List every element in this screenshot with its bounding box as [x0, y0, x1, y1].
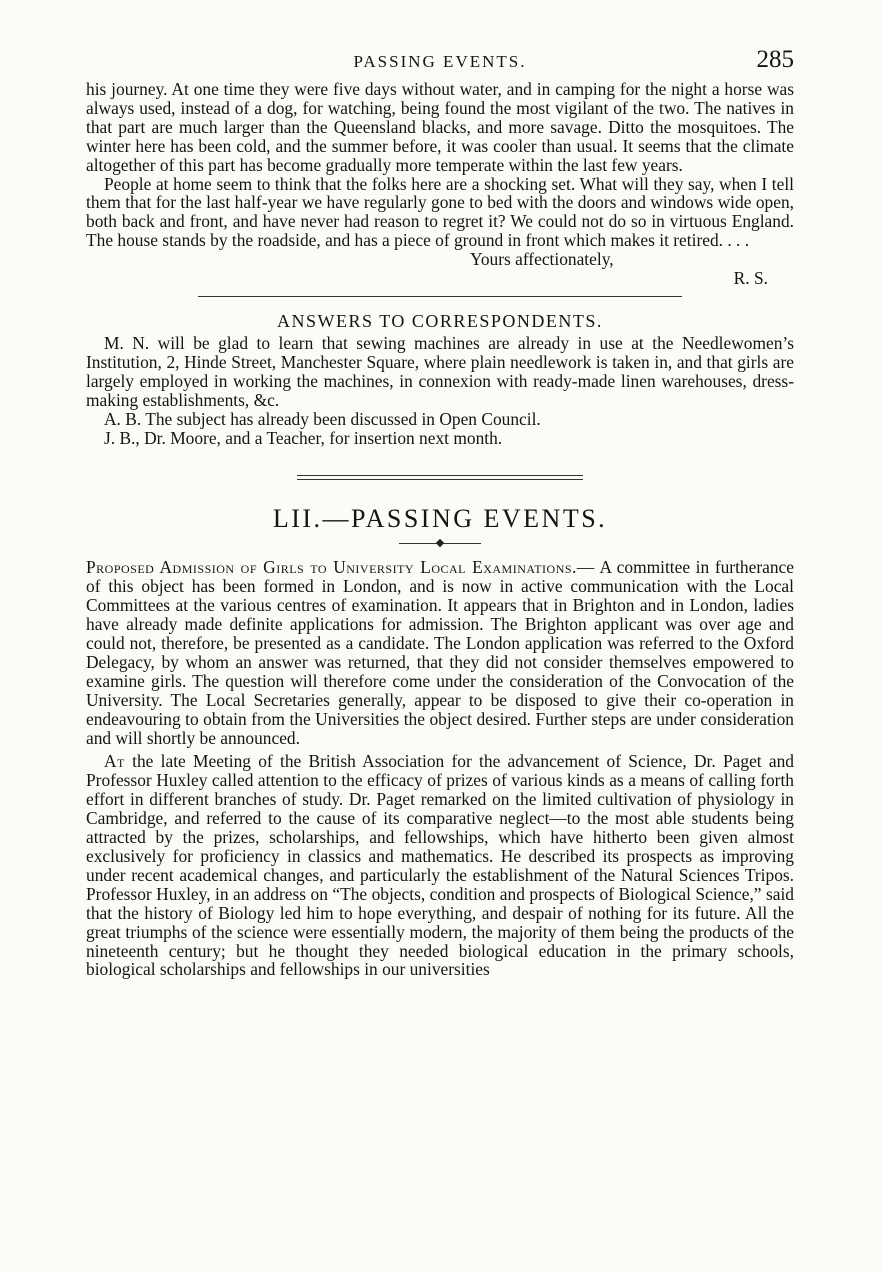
letter-paragraph: his journey. At one time they were five days without water, and in camping for the night a horse was always used, instead of a dog, for watching, being found the most vigilant of the two. The natives in that part are much larger than the Queensland blacks, and more savage. Ditto the mosquitoes. The winter here has been cold, and the summer before, it was cooler than usual. It seems that the climate altogether of this part has become gradually more temperate within the last few years.	[86, 79, 794, 175]
diamond-ornament-icon	[436, 539, 444, 547]
letter-section	[86, 80, 794, 288]
event-body: the late Meeting of the British Association for the advancement of Science, Dr. Paget and Professor Huxley called attention to the efficacy of prizes of various kinds as a means of calling forth effort in different branches of study. Dr. Paget remarked on the limited cultivation of physiology in Cambridge, and referred to the cause of its comparative neglect—to the most able students being attracted by the prizes, scholarships, and fellowships, which have hitherto been given almost exclusively for proficiency in classics and mathematics. He described its prospects as improving under recent academical changes, and particularly the establishment of the Natural Sciences Tripos. Professor Huxley, in an address on “The objects, condition and prospects of Biological Science,” said that the history of Biology led him to hope everything, and despair of nothing for its future. All the great triumphs of the science were essentially modern, the majority of them being the products of the nineteenth century; but he thought they needed biological education in the primary schools, biological scholarships and fellowships in our universities	[86, 751, 794, 980]
letter-initials: R. S.	[733, 268, 768, 289]
ornament-divider	[399, 538, 481, 548]
correspondents-heading: ANSWERS TO CORRESPONDENTS.	[277, 310, 603, 331]
correspondent-answer: A. B. The subject has already been discussed in Open Council.	[104, 408, 541, 429]
letter-signoff: Yours affectionately,	[470, 249, 614, 270]
event-lead: At	[104, 751, 125, 772]
page-number: 285	[756, 46, 794, 73]
event-item	[86, 752, 794, 979]
double-rule-divider	[297, 475, 583, 480]
passing-events-section	[86, 558, 794, 979]
letter-paragraph: People at home seem to think that the folks here are a shocking set. What will they say, when I tell them that for the last half-year we have regularly gone to bed with the doors and windows wide open, both back and front, and have never had reason to regret it? We could not do so in virtuous England. The house stands by the roadside, and has a piece of ground in front which makes it retired. . . .	[86, 173, 794, 251]
event-body: A committee in furtherance of this object has been formed in London, and is now in active communication with the Local Committees at the various centres of examination. It appears that in Brighton and in London, ladies have already made definite applications for admission. The Brighton applicant was over age and could not, therefore, be presented as a candidate. The London application was referred to the Oxford Delegacy, by whom an answer was returned, that they did not consider themselves empowered to examine girls. The question will therefore come under the consideration of the Convocation of the University. The Local Secretaries generally, appear to be disposed to give their co-operation in endeavouring to obtain from the Universities the object desired. Further steps are under consideration and will shortly be announced.	[86, 557, 794, 748]
correspondent-answer: M. N. will be glad to learn that sewing machines are already in use at the Needlewomen’s Institution, 2, Hinde Street, Manchester Square, where plain needlework is taken in, and that girls are largely employed in working the machines, in connexion with ready-made linen warehouses, dress-making establishments, &c.	[86, 332, 794, 410]
event-item	[86, 558, 794, 747]
running-title: PASSING EVENTS.	[353, 52, 527, 71]
event-title: Proposed Admission of Girls to University Local Examinations.—	[86, 557, 595, 578]
running-head	[86, 44, 794, 80]
section-divider	[198, 296, 682, 297]
chapter-heading: LII.—PASSING EVENTS.	[272, 504, 608, 534]
correspondent-answer: J. B., Dr. Moore, and a Teacher, for insertion next month.	[104, 427, 503, 448]
correspondents-section	[86, 334, 794, 447]
journal-page	[86, 44, 794, 979]
